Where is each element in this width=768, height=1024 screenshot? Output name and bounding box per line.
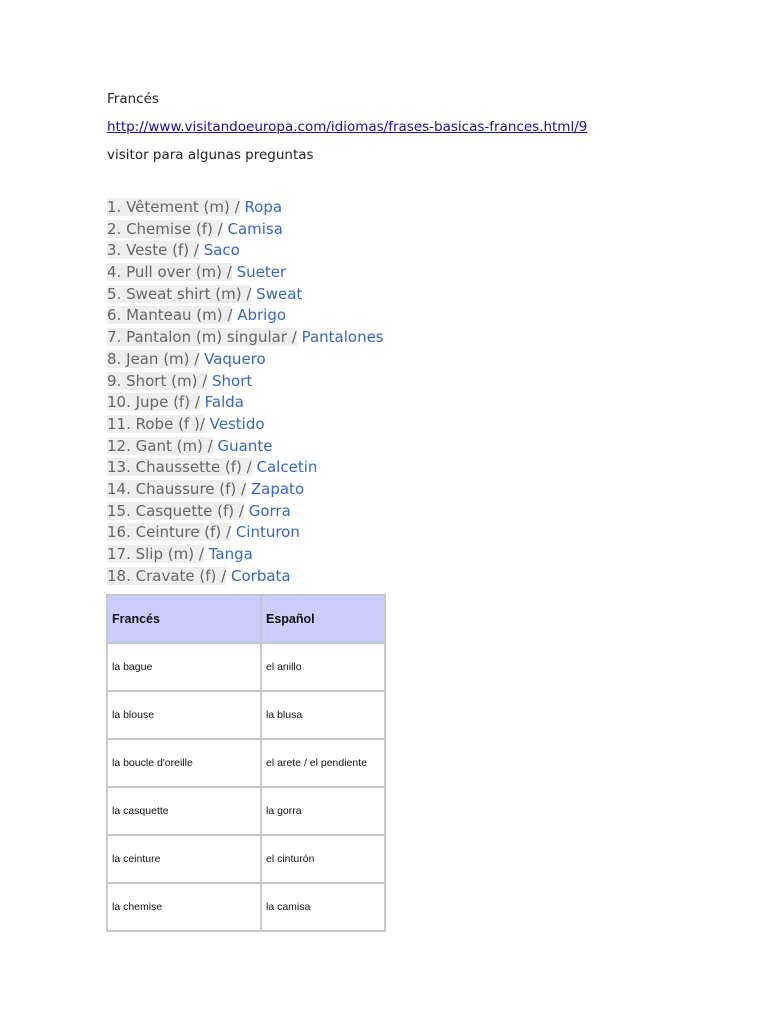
list-item bbox=[107, 544, 384, 566]
spanish-term: Guante bbox=[217, 436, 273, 455]
spanish-cell: la gorra bbox=[261, 787, 385, 835]
list-item bbox=[107, 371, 384, 393]
spanish-term: Zapato bbox=[250, 479, 305, 498]
list-item bbox=[107, 566, 384, 588]
french-term: 1. Vêtement (m) / bbox=[107, 198, 240, 216]
list-item bbox=[107, 392, 384, 414]
spanish-term: Tanga bbox=[208, 545, 253, 563]
spanish-term: Pantalones bbox=[301, 328, 384, 347]
list-item bbox=[107, 284, 384, 306]
table-row bbox=[107, 739, 385, 787]
spanish-cell: el arete / el pendiente bbox=[261, 739, 385, 787]
spanish-term: Vaquero bbox=[204, 349, 266, 368]
table-row bbox=[107, 643, 385, 691]
french-term: 3. Veste (f) / bbox=[107, 241, 199, 260]
spanish-term: Sweat bbox=[256, 284, 303, 303]
list-item bbox=[107, 436, 384, 458]
table-header-row bbox=[107, 595, 385, 643]
french-term: 9. Short (m) / bbox=[107, 371, 208, 390]
list-item bbox=[107, 327, 384, 349]
spanish-term: Short bbox=[212, 371, 253, 390]
spanish-term: Ropa bbox=[244, 198, 283, 216]
list-item bbox=[107, 349, 384, 371]
spanish-term: Vestido bbox=[209, 414, 265, 433]
list-item bbox=[107, 522, 384, 544]
source-link[interactable]: http://www.visitandoeuropa.com/idiomas/frases-basicas-frances.html/9 bbox=[107, 119, 588, 135]
french-term: 13. Chaussette (f) / bbox=[107, 458, 252, 477]
spanish-cell: el anillo bbox=[261, 643, 385, 691]
french-cell: la casquette bbox=[107, 787, 261, 835]
french-term: 16. Ceinture (f) / bbox=[107, 523, 232, 542]
list-item bbox=[107, 240, 384, 262]
spanish-term: Calcetin bbox=[256, 458, 318, 477]
french-term: 10. Jupe (f) / bbox=[107, 393, 200, 412]
spanish-term: Cinturon bbox=[235, 523, 300, 542]
french-term: 14. Chaussure (f) / bbox=[107, 479, 247, 498]
spanish-term: Abrigo bbox=[237, 306, 287, 325]
french-cell: la bague bbox=[107, 643, 261, 691]
vocabulary-list bbox=[107, 197, 384, 587]
french-cell: la ceinture bbox=[107, 835, 261, 883]
list-item bbox=[107, 479, 384, 501]
list-item bbox=[107, 262, 384, 284]
column-header-french: Francés bbox=[107, 595, 261, 643]
translation-table bbox=[106, 594, 386, 932]
french-term: 17. Slip (m) / bbox=[107, 545, 204, 563]
list-item bbox=[107, 305, 384, 327]
spanish-cell: la blusa bbox=[261, 691, 385, 739]
list-item bbox=[107, 501, 384, 523]
subtitle-text: visitor para algunas preguntas bbox=[107, 147, 314, 163]
french-term: 6. Manteau (m) / bbox=[107, 306, 233, 325]
list-item bbox=[107, 414, 384, 436]
list-item bbox=[107, 197, 384, 219]
spanish-term: Camisa bbox=[227, 219, 283, 238]
french-cell: la chemise bbox=[107, 883, 261, 931]
document-heading: Francés bbox=[107, 91, 159, 107]
list-item bbox=[107, 219, 384, 241]
table-row bbox=[107, 787, 385, 835]
french-term: 4. Pull over (m) / bbox=[107, 263, 232, 282]
french-cell: la blouse bbox=[107, 691, 261, 739]
spanish-term: Saco bbox=[203, 241, 240, 260]
list-item bbox=[107, 457, 384, 479]
table-row bbox=[107, 883, 385, 931]
french-term: 5. Sweat shirt (m) / bbox=[107, 284, 252, 303]
french-term: 12. Gant (m) / bbox=[107, 436, 213, 455]
spanish-term: Gorra bbox=[248, 501, 291, 520]
spanish-cell: la camisa bbox=[261, 883, 385, 931]
french-term: 18. Cravate (f) / bbox=[107, 566, 227, 585]
column-header-spanish: Español bbox=[261, 595, 385, 643]
spanish-term: Corbata bbox=[231, 566, 291, 585]
spanish-cell: el cinturón bbox=[261, 835, 385, 883]
french-term: 8. Jean (m) / bbox=[107, 349, 200, 368]
spanish-term: Sueter bbox=[236, 263, 287, 282]
french-cell: la boucle d'oreille bbox=[107, 739, 261, 787]
spanish-term: Falda bbox=[204, 393, 244, 412]
table-body bbox=[107, 643, 385, 931]
table-row bbox=[107, 835, 385, 883]
table-row bbox=[107, 691, 385, 739]
french-term: 11. Robe (f )/ bbox=[107, 414, 205, 433]
french-term: 15. Casquette (f) / bbox=[107, 501, 244, 520]
french-term: 2. Chemise (f) / bbox=[107, 219, 223, 238]
french-term: 7. Pantalon (m) singular / bbox=[107, 328, 297, 347]
